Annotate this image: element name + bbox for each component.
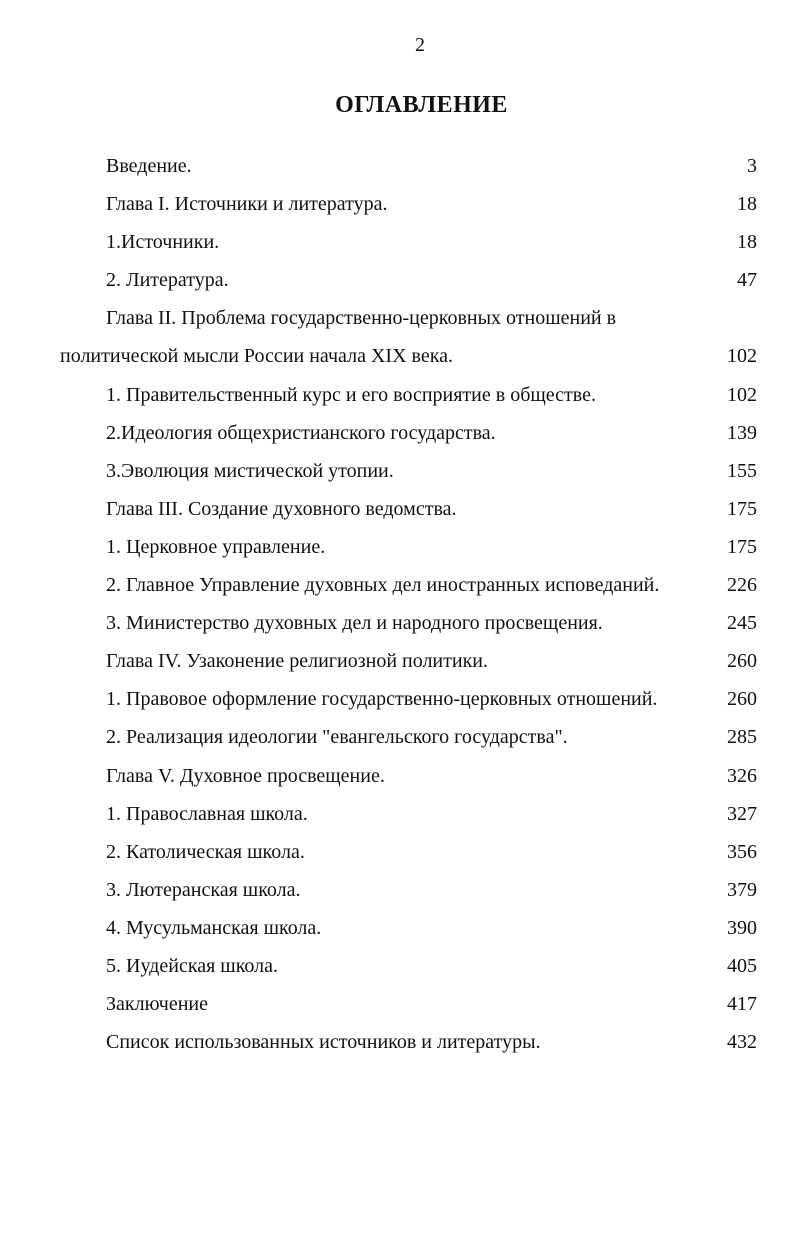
toc-entry-label: Глава V. Духовное просвещение. [106, 764, 385, 787]
toc-entry-label: 4. Мусульманская школа. [106, 916, 322, 939]
toc-entry-label: 2. Литература. [106, 269, 229, 292]
toc-row [0, 871, 797, 909]
toc-entry-page: 18 [737, 231, 757, 254]
toc-entry-label: 1. Правительственный курс и его восприятие в обществе. [106, 383, 596, 406]
toc-entry-label: 3. Лютеранская школа. [106, 878, 301, 901]
toc-row [0, 261, 797, 299]
toc-entry-page: 379 [727, 878, 757, 901]
toc-entry-label: Введение. [106, 155, 192, 177]
toc-row [0, 528, 797, 566]
toc-entry-page: 47 [737, 269, 757, 292]
toc-entry-label: 5. Иудейская школа. [106, 954, 279, 977]
toc-entry-page: 390 [727, 916, 757, 939]
toc-row [0, 909, 797, 947]
toc-row [0, 223, 797, 261]
toc-row [0, 490, 797, 528]
table-of-contents [0, 147, 797, 1061]
toc-entry-label: 1. Церковное управление. [106, 535, 326, 558]
toc-row [0, 337, 797, 375]
toc-entry-label: политической мысли России начала XIX века. [60, 345, 454, 368]
toc-row [0, 299, 797, 337]
toc-entry-page: 102 [727, 345, 757, 368]
toc-entry-page: 155 [727, 459, 757, 482]
toc-entry-page: 3 [747, 155, 757, 177]
toc-entry-page: 226 [727, 574, 757, 597]
toc-entry-label: Глава I. Источники и литература. [106, 193, 388, 216]
toc-entry-label: 3.Эволюция мистической утопии. [106, 459, 394, 482]
page-title: ОГЛАВЛЕНИЕ [335, 92, 508, 118]
toc-row [0, 757, 797, 795]
toc-entry-label: 2. Реализация идеологии "евангельского государства". [106, 726, 568, 749]
toc-entry-page: 260 [727, 650, 757, 673]
toc-entry-page: 139 [727, 421, 757, 444]
toc-row [0, 185, 797, 223]
toc-entry-page: 175 [727, 535, 757, 558]
toc-entry-label: Глава III. Создание духовного ведомства. [106, 497, 457, 520]
toc-entry-page: 417 [727, 993, 757, 1016]
toc-row [0, 604, 797, 642]
toc-row [0, 947, 797, 985]
toc-entry-label: 3. Министерство духовных дел и народного просвещения. [106, 612, 603, 635]
toc-entry-label: 1.Источники. [106, 231, 220, 254]
toc-entry-page: 175 [727, 497, 757, 520]
toc-entry-page: 18 [737, 193, 757, 216]
toc-entry-page: 245 [727, 612, 757, 635]
toc-entry-label: 1. Православная школа. [106, 802, 308, 825]
toc-row [0, 1023, 797, 1061]
toc-entry-label: Список использованных источников и литературы. [106, 1031, 541, 1054]
toc-row [0, 718, 797, 756]
page-number: 2 [415, 34, 425, 56]
toc-entry-label: 2. Католическая школа. [106, 840, 305, 863]
toc-entry-page: 356 [727, 840, 757, 863]
toc-row [0, 376, 797, 414]
toc-entry-page: 260 [727, 688, 757, 711]
toc-row [0, 833, 797, 871]
toc-row [0, 566, 797, 604]
toc-entry-page: 285 [727, 726, 757, 749]
toc-entry-page: 405 [727, 954, 757, 977]
toc-entry-label: Глава IV. Узаконение религиозной политики. [106, 650, 489, 673]
toc-entry-page: 102 [727, 383, 757, 406]
toc-row [0, 414, 797, 452]
toc-row [0, 795, 797, 833]
toc-entry-label: 2. Главное Управление духовных дел иностранных исповеданий. [106, 574, 660, 597]
toc-entry-label: Заключение [106, 993, 208, 1016]
toc-row [0, 985, 797, 1023]
toc-entry-page: 432 [727, 1031, 757, 1054]
toc-row [0, 147, 797, 185]
toc-entry-page: 326 [727, 764, 757, 787]
toc-entry-label: 1. Правовое оформление государственно-церковных отношений. [106, 688, 658, 711]
toc-entry-label: Глава II. Проблема государственно-церковных отношений в [106, 307, 617, 330]
toc-row [0, 680, 797, 718]
toc-row [0, 452, 797, 490]
toc-row [0, 642, 797, 680]
toc-entry-page: 327 [727, 802, 757, 825]
toc-entry-label: 2.Идеология общехристианского государства. [106, 421, 496, 444]
